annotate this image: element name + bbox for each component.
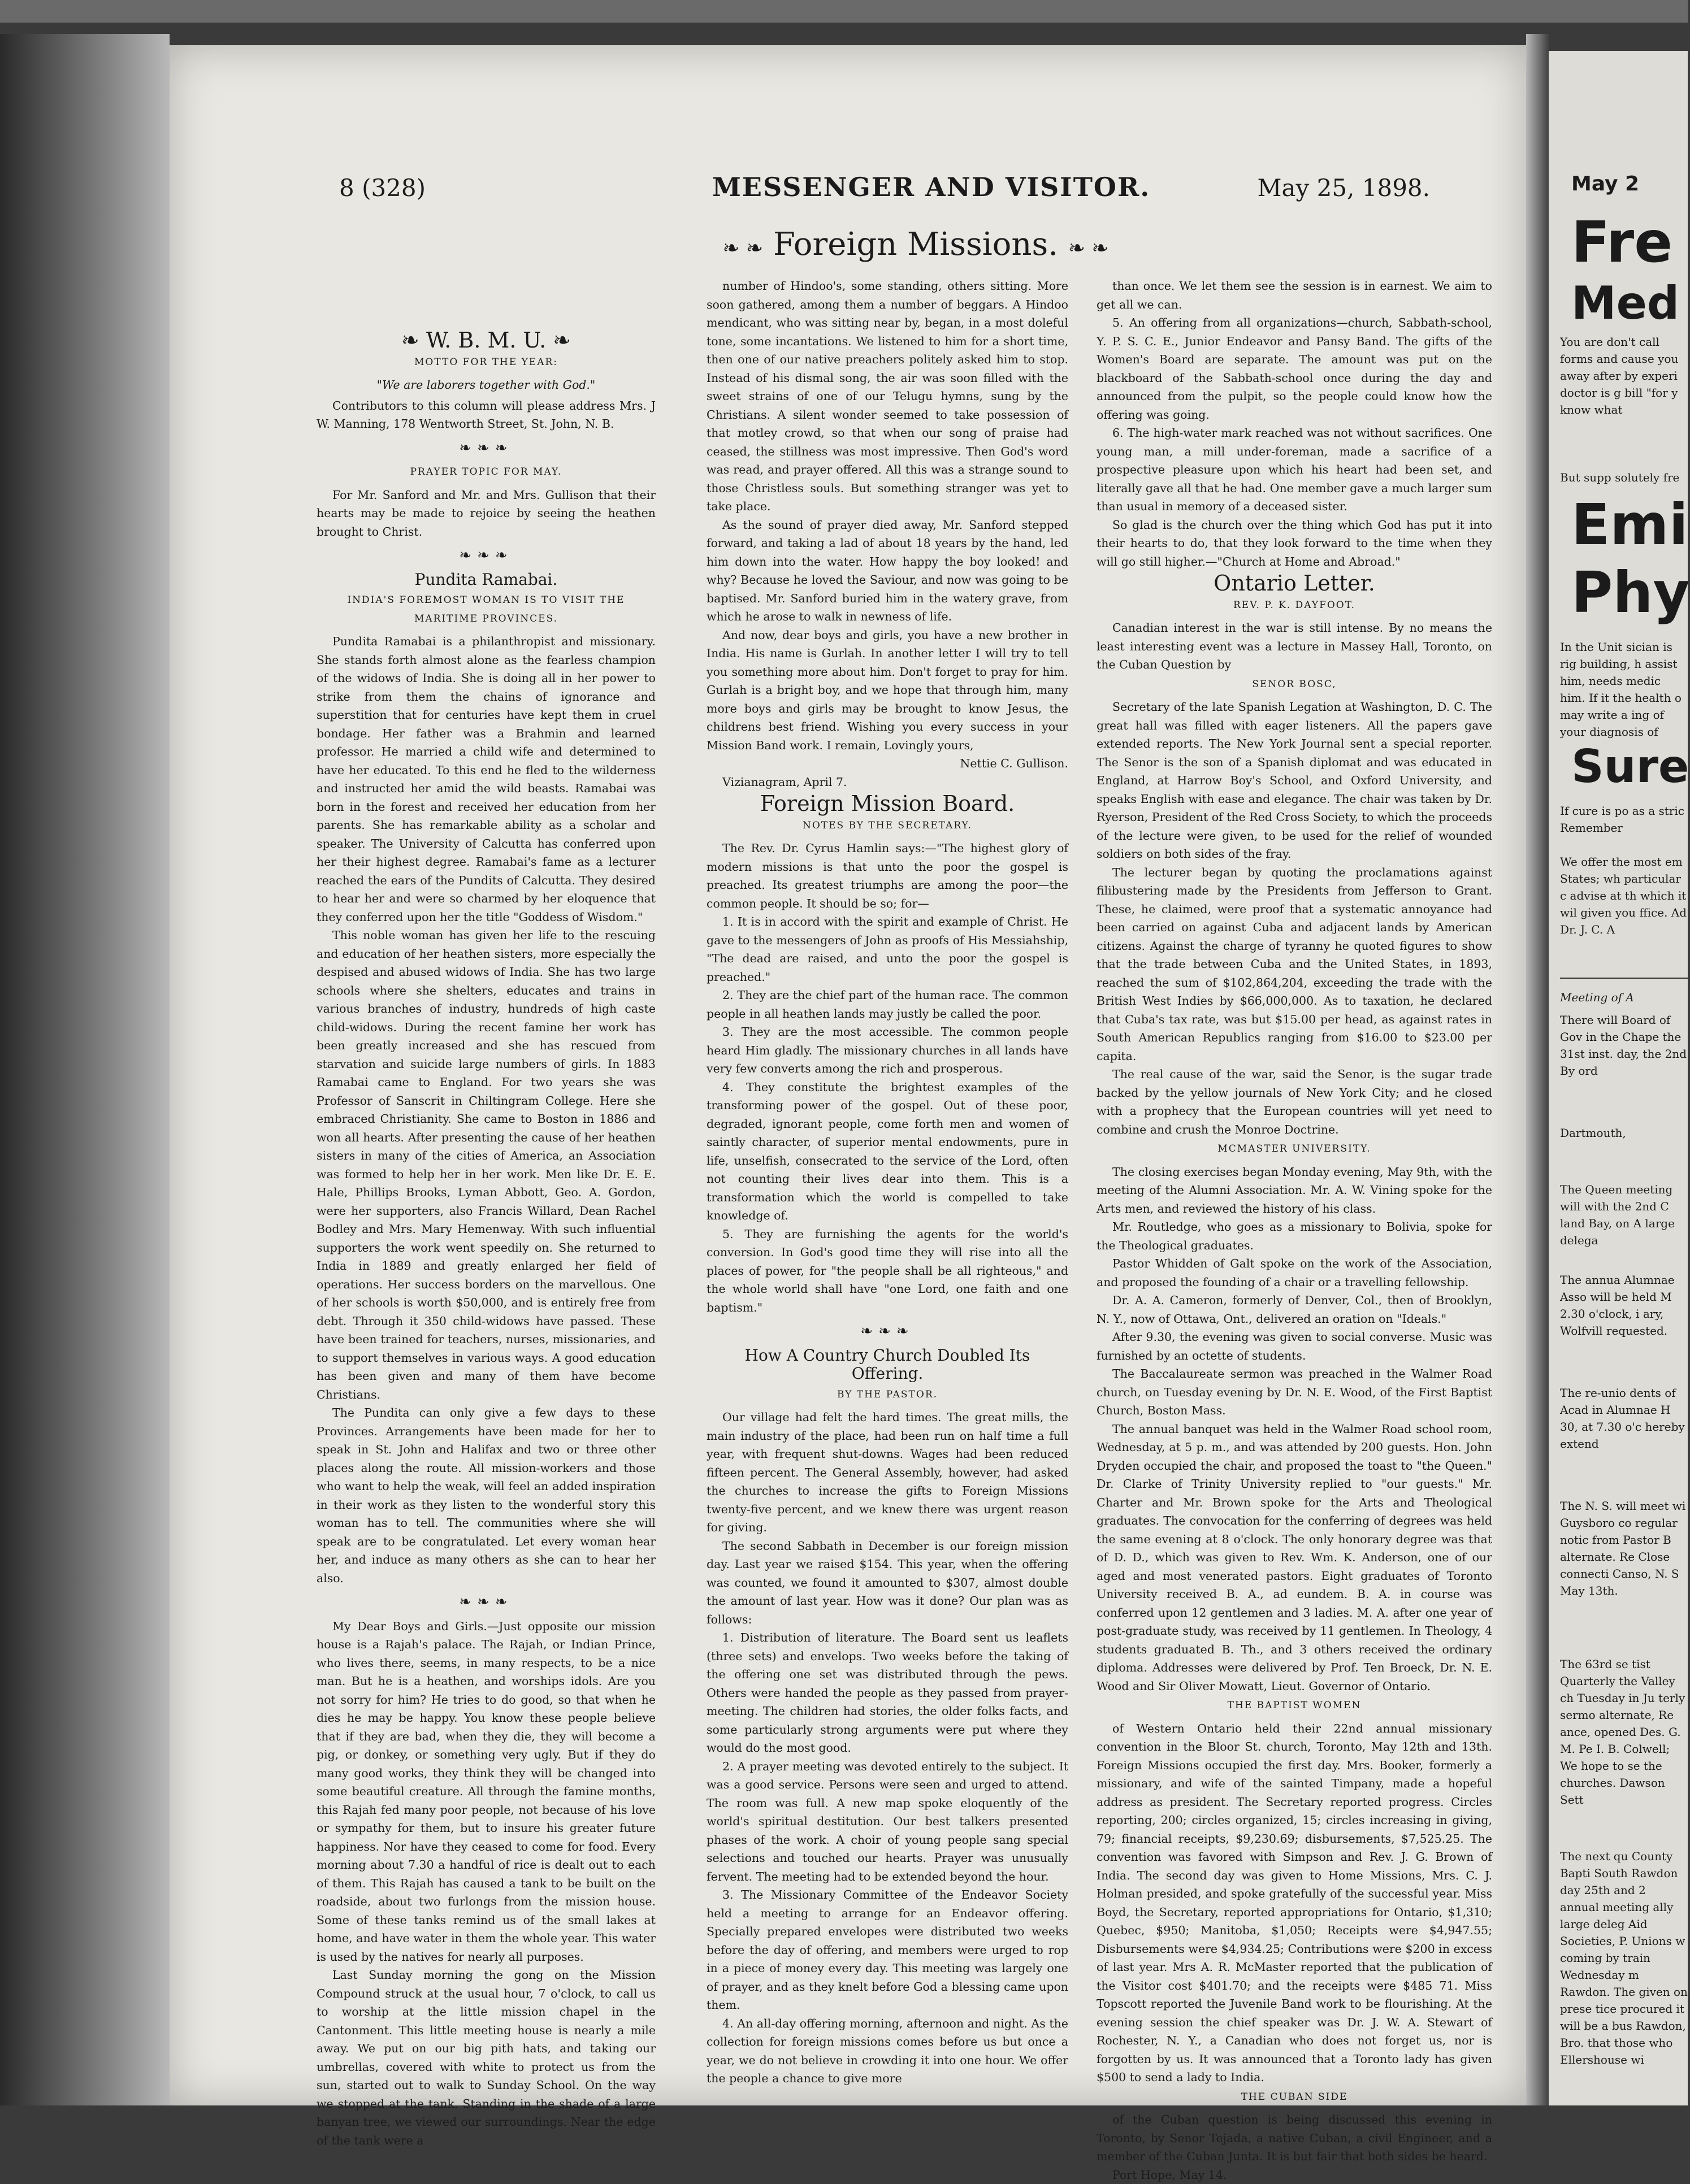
article-paragraph: 3. The Missionary Committee of the Endeavor Society held a meeting to arrange for an Endeavor offering. Specially prepared envelopes were distributed two weeks before the day of offering, and members were urged to rop in a piece of money every day. This meeting was largely one of prayer, and as they knelt before God a blessing came upon them. bbox=[707, 1886, 1068, 2014]
article-paragraph: 3. They are the most accessible. The common people heard Him gladly. The missionary churches in all lands have very few converts among the rich and prosperous. bbox=[707, 1023, 1068, 1078]
section-title-text: Foreign Missions. bbox=[773, 226, 1058, 263]
wbmu-heading: ❧ W. B. M. U. ❧ bbox=[317, 331, 656, 350]
adjacent-text: The re-unio dents of Acad in Alumnae H 30, at 7.30 o'c hereby extend bbox=[1560, 1384, 1688, 1452]
column-1 bbox=[317, 328, 656, 2051]
board-subheading: NOTES BY THE SECRETARY. bbox=[707, 817, 1068, 835]
byline: REV. P. K. DAYFOOT. bbox=[1097, 596, 1492, 615]
issue-date: May 25, 1898. bbox=[1257, 174, 1430, 202]
subheading: SENOR BOSC, bbox=[1097, 675, 1492, 694]
adjacent-page bbox=[1549, 51, 1688, 2105]
subheading: THE BAPTIST WOMEN bbox=[1097, 1696, 1492, 1715]
contributors-note: Contributors to this column will please address Mrs. J W. Manning, 178 Wentworth Street, St. John, N. B. bbox=[317, 397, 656, 433]
subheading: MCMASTER UNIVERSITY. bbox=[1097, 1140, 1492, 1158]
divider bbox=[1560, 978, 1688, 979]
adjacent-text: The 63rd se tist Quarterly the Valley ch Tuesday in Ju terly sermo alternate, Re ance, opened Des. G. M. Pe I. B. Colwell; We hope to se the churches. Dawson Sett bbox=[1560, 1656, 1688, 1808]
ornament-icon: ❧ ❧ bbox=[722, 237, 763, 260]
page-gutter bbox=[1526, 34, 1549, 2105]
article-paragraph: 5. An offering from all organizations—church, Sabbath-school, Y. P. S. C. E., Junior Endeavor and Pansy Band. The gifts of the Women's Board are separate. The amount was put on the blackboard of the Sabbath-school once during the day and announced from the pulpit, so the people could know how the offering was going. bbox=[1097, 314, 1492, 424]
pundita-subheading: INDIA'S FOREMOST WOMAN IS TO VISIT THE MARITIME PROVINCES. bbox=[317, 591, 656, 628]
ornament-icon: ❧❧❧ bbox=[317, 1593, 656, 1612]
article-paragraph: So glad is the church over the thing which God has put it into their hearts to do, that they look forward to the time when they will go still higher.—"Church at Home and Abroad." bbox=[1097, 516, 1492, 571]
adjacent-headline: Emi bbox=[1571, 492, 1688, 558]
board-heading: Foreign Mission Board. bbox=[707, 794, 1068, 813]
signature: Nettie C. Gullison. bbox=[707, 754, 1068, 773]
article-paragraph: 1. It is in accord with the spirit and example of Christ. He gave to the messengers of John as proofs of His Messiahship, "The dead are raised, and unto the poor the gospel is preached." bbox=[707, 913, 1068, 986]
ornament-icon: ❧❧❧ bbox=[707, 1322, 1068, 1341]
adjacent-text: We offer the most em States; wh particular c advise at th which it wil given you ffice. Ad Dr. J. C. A bbox=[1560, 853, 1688, 938]
ornament-icon: ❧❧❧ bbox=[317, 439, 656, 458]
article-paragraph: Last Sunday morning the gong on the Mission Compound struck at the usual hour, 7 o'clock, to call us to worship at the little mission chapel in the Cantonment. This little meeting house is nearly a mile away. We put on our big pith hats, and taking our umbrellas, covered with white to protect us from the sun, started out to walk to Sunday School. On the way we stopped at the tank. Standing in the shade of a large banyan tree, we viewed our surroundings. Near the edge of the tank were a bbox=[317, 1966, 656, 2150]
article-paragraph: Pundita Ramabai is a philanthropist and missionary. She stands forth almost alone as the fearless champion of the widows of India. She is doing all in her power to strike from them the chains of ignorance and superstition that for centuries have kept them in cruel bondage. Her father was a Brahmin and learned professor. He married a child wife and determined to have her educated. To this end he fled to the wilderness and instructed her amid the wild beasts. Ramabai was born in the forest and received her education from her parents. She has remarkable ability as a scholar and speaker. The University of Calcutta has conferred upon her their highest degree. Ramabai's fame as a lecturer reached the ears of the Pundits of Calcutta. They desired to hear her and were so charmed by her eloquence that they conferred upon her the title "Goddess of Wisdom." bbox=[317, 632, 656, 926]
article-paragraph: And now, dear boys and girls, you have a new brother in India. His name is Gurlah. In another letter I will try to tell you something more about him. Don't forget to pray for him. Gurlah is a bright boy, and we hope that through him, many more boys and girls may be brought to know Jesus, the childrens best friend. Wishing you every success in your Mission Band work. I remain, Lovingly yours, bbox=[707, 626, 1068, 755]
adjacent-text: You are don't call forms and cause you away after by experi doctor is g bill "for y know what bbox=[1560, 333, 1688, 418]
article-paragraph: of the Cuban question is being discussed this evening in Toronto, by Senor Tejada, a native Cuban, a civil Engineer, and a member of the Cuban Junta. It is but fair that both sides be heard. bbox=[1097, 2111, 1492, 2166]
adjacent-text: Dartmouth, bbox=[1560, 1124, 1688, 1141]
masthead: MESSENGER AND VISITOR. bbox=[712, 172, 1150, 202]
page-number: 8 (328) bbox=[339, 174, 426, 202]
article-paragraph: Mr. Routledge, who goes as a missionary to Bolivia, spoke for the Theological graduates. bbox=[1097, 1218, 1492, 1254]
byline: BY THE PASTOR. bbox=[707, 1386, 1068, 1404]
article-paragraph: 1. Distribution of literature. The Board sent us leaflets (three sets) and envelops. Two weeks before the taking of the offering one set was distributed through the pews. Others were handed the people as they passed from prayer-meeting. The children had stories, the older folks facts, and some particularly strong arguments were put where they would do the most good. bbox=[707, 1629, 1068, 1757]
section-title bbox=[701, 226, 1130, 263]
adjacent-date: May 2 bbox=[1571, 172, 1639, 196]
article-paragraph: The Pundita can only give a few days to these Provinces. Arrangements have been made for her to speak in St. John and Halifax and two or three other places along the route. All mission-workers and those who want to help the weak, will feel an added inspiration in their work as they listen to the wonderful story this woman has to tell. The communities where she will speak are to be congratulated. Let every woman hear her, and induce as many others as she can to hear her also. bbox=[317, 1404, 656, 1587]
adjacent-text: But supp solutely fre bbox=[1560, 469, 1688, 486]
article-paragraph: The second Sabbath in December is our foreign mission day. Last year we raised $154. This year, when the offering was counted, we found it amounted to $307, almost double the amount of last year. How was it done? Our plan was as follows: bbox=[707, 1537, 1068, 1629]
article-paragraph: Dr. A. A. Cameron, formerly of Denver, Col., then of Brooklyn, N. Y., now of Ottawa, Ont., delivered an oration on "Ideals." bbox=[1097, 1291, 1492, 1328]
adjacent-text: The N. S. will meet wi Guysboro co regular notic from Pastor B alternate. Re Close connecti Canso, N. S May 13th. bbox=[1560, 1497, 1688, 1599]
article-paragraph: Secretary of the late Spanish Legation at Washington, D. C. The great hall was filled with eager listeners. All the papers gave extended reports. The New York Journal sent a special reporter. The Senor is the son of a Spanish diplomat and was educated in England, at Harrow Boy's School, and Oxford University, and speaks English with ease and elegance. The chair was taken by Dr. Ryerson, President of the Red Cross Society, to which the proceeds of the lecture were given, to be used for the relief of wounded soldiers on both sides of the fray. bbox=[1097, 698, 1492, 863]
article-paragraph: of Western Ontario held their 22nd annual missionary convention in the Bloor St. church, Toronto, May 12th and 13th. Foreign Missions occupied the first day. Mrs. Booker, formerly a missionary, and wife of the sainted Timpany, made a hopeful address as president. The Secretary reported progress. Circles reporting, 200; circles organized, 15; circles increasing in giving, 79; financial receipts, $9,230.69; disbursements, $7,525.25. The convention was favored with Simpson and Rev. J. G. Brown of India. The second day was given to Home Missions, Mrs. C. J. Holman presided, and spoke gratefully of the successful year. Miss Boyd, the Secretary, reported appropriations for Ontario, $1,310; Quebec, $950; Manitoba, $1,050; Receipts were $4,947.55; Disbursements were $4,934.25; Contributions were $200 in excess of last year. Mrs A. R. McMaster reported that the publication of the Visitor cost $401.70; and the receipts were $485 71. Miss Topscott reported the Juvenile Band work to be flourishing. At the evening session the chief speaker was Dr. J. W. A. Stewart of Rochester, N. Y., a Canadian who does not forget us, nor is forgotten by us. It was announced that a Toronto lady has given $500 to send a lady to India. bbox=[1097, 1720, 1492, 2087]
adjacent-text: The Queen meeting will with the 2nd C land Bay, on A large delega bbox=[1560, 1181, 1688, 1249]
article-paragraph: The closing exercises began Monday evening, May 9th, with the meeting of the Alumni Association. Mr. A. W. Vining spoke for the Arts men, and reviewed the history of his class. bbox=[1097, 1163, 1492, 1218]
adjacent-text: In the Unit sician is rig building, h assist him, needs medic him. If it the health o may write a ing of your diagnosis of bbox=[1560, 639, 1688, 740]
adjacent-text: There will Board of Gov in the Chape the 31st inst. day, the 2nd By ord bbox=[1560, 1011, 1688, 1079]
motto-label: MOTTO FOR THE YEAR: bbox=[317, 353, 656, 372]
article-paragraph: The Rev. Dr. Cyrus Hamlin says:—"The highest glory of modern missions is that unto the poor the gospel is preached. Its greatest triumphs are among the poor—the common people. It should be so; for— bbox=[707, 839, 1068, 913]
article-paragraph: 4. They constitute the brightest examples of the transforming power of the gospel. Out of these poor, degraded, ignorant people, come forth men and women of saintly character, of superior mental endowments, pure in life, unselfish, consecrated to the service of the Lord, often not counting their lives dear into them. This is a transformation which the world is compelled to take knowledge of. bbox=[707, 1078, 1068, 1225]
column-2 bbox=[707, 277, 1068, 2000]
article-paragraph: The real cause of the war, said the Senor, is the sugar trade backed by the yellow journals of New York City; and he closed with a prophecy that the European countries will yet need to combine and crush the Monroe Doctrine. bbox=[1097, 1065, 1492, 1139]
prayer-topic: For Mr. Sanford and Mr. and Mrs. Gullison that their hearts may be made to rejoice by seeing the heathen brought to Christ. bbox=[317, 486, 656, 541]
ornament-icon: ❧ bbox=[401, 328, 426, 353]
article-paragraph: 2. A prayer meeting was devoted entirely to the subject. It was a good service. Persons were seen and urged to attend. The room was full. A new map spoke eloquently of the world's spiritual destitution. Our best talkers presented phases of the work. A choir of young people sang special selections and touched our hearts. Prayer was unusually fervent. The meeting had to be extended beyond the hour. bbox=[707, 1757, 1068, 1886]
adjacent-headline: Fre bbox=[1571, 209, 1672, 275]
pundita-heading: Pundita Ramabai. bbox=[317, 571, 656, 589]
article-paragraph: 2. They are the chief part of the human race. The common people in all heathen lands may justly be called the poor. bbox=[707, 986, 1068, 1023]
article-paragraph: The lecturer began by quoting the proclamations against filibustering made by the Presidents from Jefferson to Grant. These, he claimed, were proof that a systematic annoyance had been carried on against Cuba and adjacent lands by American citizens. Against the charge of tyranny he quoted figures to show that the trade between Cuba and the United States, in 1893, reached the sum of $102,864,204, exceeding the trade with the British West Indies by $66,000,000. As to taxation, he declared that Cuba's tax rate, was but $15.00 per head, as against rates in South American Republics ranging from $16.00 to $23.00 per capita. bbox=[1097, 863, 1492, 1066]
adjacent-text: If cure is po as a stric Remember bbox=[1560, 802, 1688, 836]
article-paragraph: 4. An all-day offering morning, afternoon and night. As the collection for foreign missions comes before us but once a year, we do not believe in crowding it into one hour. We offer the people a chance to give more bbox=[707, 2014, 1068, 2088]
article-paragraph: 5. They are furnishing the agents for the world's conversion. In God's good time they will rise into all the places of power, for "the people shall be all righteous," and the whole world shall have "one Lord, one faith and one baptism." bbox=[707, 1225, 1068, 1317]
article-paragraph: number of Hindoo's, some standing, others sitting. More soon gathered, among them a number of beggars. A Hindoo mendicant, who was sitting near by, began, in a most doleful tone, some incantations. We listened to him for a short time, then one of our native preachers politely asked him to stop. Instead of his dismal song, the air was soon filled with the sweet strains of one of our Telugu hymns, sung by the Christians. A silent wonder seemed to take possession of that motley crowd, so that when our song of praise had ceased, the stillness was most impressive. Then God's word was read, and prayer offered. All this was a strange sound to those Christless souls. But something stranger was yet to take place. bbox=[707, 277, 1068, 516]
prayer-topic-heading: PRAYER TOPIC FOR MAY. bbox=[317, 463, 656, 481]
country-church-heading: How A Country Church Doubled Its Offering. bbox=[707, 1347, 1068, 1383]
adjacent-text: The next qu County Bapti South Rawdon day 25th and 2 annual meeting ally large deleg Aid Societies, P. Unions w coming by train Wednesday m Rawdon. The given on prese tice procured it will be a bus Rawdon, Bro. that those who Ellershouse wi bbox=[1560, 1848, 1688, 2068]
article-paragraph: The annual banquet was held in the Walmer Road school room, Wednesday, at 5 p. m., and was attended by 200 guests. Hon. John Dryden occupied the chair, and proposed the toast to "the Queen." Dr. Clarke of Trinity University replied to "our guests." Mr. Charter and Mr. Brown spoke for the Arts and Theological graduates. The convocation for the conferring of degrees was held the same evening at 8 o'clock. The only honorary degree was that of D. D., which was given to Rev. Wm. K. Anderson, one of our aged and most venerated pastors. Eight graduates of Toronto University received B. A., ad eundem. B. A. in course was conferred upon 12 gentlemen and 3 ladies. M. A. after one year of post-graduate study, was received by 11 gentlemen. In Theology, 4 students graduated B. Th., and 3 others received the ordinary diploma. Addresses were delivered by Prof. Ten Broeck, Dr. N. E. Wood and Sir Oliver Mowatt, Lieut. Governor of Ontario. bbox=[1097, 1420, 1492, 1696]
page-header bbox=[339, 170, 1470, 209]
article-paragraph: than once. We let them see the session is in earnest. We aim to get all we can. bbox=[1097, 277, 1492, 314]
adjacent-headline: Phy bbox=[1571, 559, 1690, 626]
adjacent-text: The annua Alumnae Asso will be held M 2.30 o'clock, i ary, Wolfvill requested. bbox=[1560, 1271, 1688, 1339]
ornament-icon: ❧ ❧ bbox=[1068, 237, 1109, 260]
article-paragraph: The Baccalaureate sermon was preached in the Walmer Road church, on Tuesday evening by Dr. N. E. Wood, of the First Baptist Church, Boston Mass. bbox=[1097, 1365, 1492, 1420]
ornament-icon: ❧ bbox=[546, 328, 571, 353]
article-paragraph: After 9.30, the evening was given to social converse. Music was furnished by an octette of students. bbox=[1097, 1328, 1492, 1365]
article-paragraph: Pastor Whidden of Galt spoke on the work of the Association, and proposed the founding of a chair or a travelling fellowship. bbox=[1097, 1254, 1492, 1291]
ontario-letter-heading: Ontario Letter. bbox=[1097, 574, 1492, 593]
dateline: Vizianagram, April 7. bbox=[707, 773, 1068, 792]
adjacent-heading: Meeting of A bbox=[1560, 989, 1688, 1006]
article-paragraph: Our village had felt the hard times. The great mills, the main industry of the place, had been run on half time a full year, with frequent shut-downs. Wages had been reduced fifteen percent. The General Assembly, however, had asked the churches to increase the gifts to Foreign Missions twenty-five percent, and we knew there was urgent reason for giving. bbox=[707, 1408, 1068, 1537]
motto: "We are laborers together with God." bbox=[317, 376, 656, 394]
article-paragraph: My Dear Boys and Girls.—Just opposite our mission house is a Rajah's palace. The Rajah, or Indian Prince, who lives there, seems, in many respects, to be a nice man. But he is a heathen, and worships idols. Are you not sorry for him? He tries to do good, so that when he dies he may be happy. You know these people believe that if they are bad, when they die, they will become a pig, or donkey, or something very ugly. But if they do many good works, they think they will be changed into some beautiful creature. All through the famine months, this Rajah fed many poor people, not because of his love or sympathy for them, but to insure his greater future happiness. Nor have they ceased to come for food. Every morning about 7.30 a handful of rice is dealt out to each of them. This Rajah has caused a tank to be built on the roadside, about two furlongs from the mission house. Some of these tanks remind us of the small lakes at home, and have water in them the whole year. This water is used by the natives for nearly all purposes. bbox=[317, 1617, 656, 1966]
adjacent-headline: Med bbox=[1571, 277, 1679, 329]
subheading: THE CUBAN SIDE bbox=[1097, 2088, 1492, 2107]
scan-border-top bbox=[0, 0, 1688, 23]
article-paragraph: 6. The high-water mark reached was not without sacrifices. One young man, a mill under-foreman, made a sacrifice of a prospective pleasure upon which his heart had been set, and literally gave all that he had. One member gave a much larger sum than usual in memory of a deceased sister. bbox=[1097, 424, 1492, 516]
column-3 bbox=[1097, 277, 1492, 2000]
adjacent-headline: Sure bbox=[1571, 740, 1689, 793]
dateline: Port Hope, May 14. bbox=[1097, 2166, 1492, 2184]
ornament-icon: ❧❧❧ bbox=[317, 546, 656, 565]
article-paragraph: Canadian interest in the war is still intense. By no means the least interesting event was a lecture in Massey Hall, Toronto, on the Cuban Question by bbox=[1097, 619, 1492, 674]
article-paragraph: This noble woman has given her life to the rescuing and education of her heathen sisters, more especially the despised and abused widows of India. She has two large schools where she shelters, educates and trains in various branches of industry, hundreds of high caste child-widows. During the recent famine her work has been greatly increased and she has rescued from starvation and suicide large numbers of girls. In 1883 Ramabai came to England. For two years she was Professor of Sanscrit in Chiltingram College. Here she embraced Christianity. She came to Boston in 1886 and won all hearts. After presenting the cause of her heathen sisters in many of the cities of America, an Association was formed to help her in her work. Men like Dr. E. E. Hale, Phillips Brooks, Lyman Abbott, Geo. A. Gordon, were her supporters, also Francis Willard, Dean Rachel Bodley and Mrs. Mary Hemenway. With such influential supporters the work went speedily on. She returned to India in 1889 and greatly enlarged her field of operations. Her success borders on the marvellous. One of her schools is worth $50,000, and is entirely free from debt. Through it 350 child-widows have passed. These have been trained for teachers, nurses, missionaries, and to support themselves in various ways. A good education has been given and many of them have become Christians. bbox=[317, 926, 656, 1404]
book-edge bbox=[0, 34, 170, 2105]
article-paragraph: As the sound of prayer died away, Mr. Sanford stepped forward, and taking a lad of about 18 years by the hand, led him down into the water. How happy the boy looked! and why? Because he loved the Saviour, and now was going to be baptised. Mr. Sanford buried him in the watery grave, from which he arose to walk in newness of life. bbox=[707, 516, 1068, 626]
